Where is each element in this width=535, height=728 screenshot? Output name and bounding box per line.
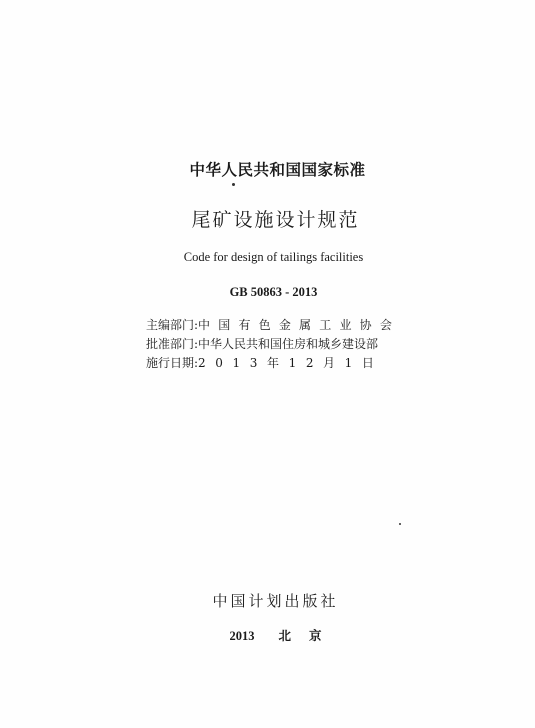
- ink-speck: [232, 183, 235, 186]
- standard-code: GB 50863 - 2013: [229, 285, 318, 299]
- ink-speck: [399, 523, 401, 525]
- publication-year: 2013: [229, 629, 255, 643]
- publisher-name: 中国计划出版社: [212, 592, 339, 610]
- editing-department-value: 中国有色金属工业协会: [198, 318, 401, 332]
- document-title-english: Code for design of tailings facilities: [183, 250, 364, 264]
- editing-department-row: [146, 319, 400, 331]
- effective-date-label: 施行日期:: [146, 356, 199, 370]
- publication-place-1: 北: [278, 629, 291, 643]
- approving-department-row: [146, 338, 378, 350]
- standard-type-heading: 中华人民共和国国家标准: [189, 161, 366, 179]
- approving-department-label: 批准部门:: [146, 337, 199, 351]
- editing-department-label: 主编部门:: [146, 318, 199, 332]
- effective-date-row: [146, 357, 384, 369]
- document-title-chinese: 尾矿设施设计规范: [191, 209, 360, 231]
- effective-date-value: 2013年12月1日: [198, 356, 384, 370]
- publication-line: [0, 626, 535, 644]
- publication-place-2: 京: [309, 629, 322, 643]
- approving-department-value: 中华人民共和国住房和城乡建设部: [198, 337, 379, 351]
